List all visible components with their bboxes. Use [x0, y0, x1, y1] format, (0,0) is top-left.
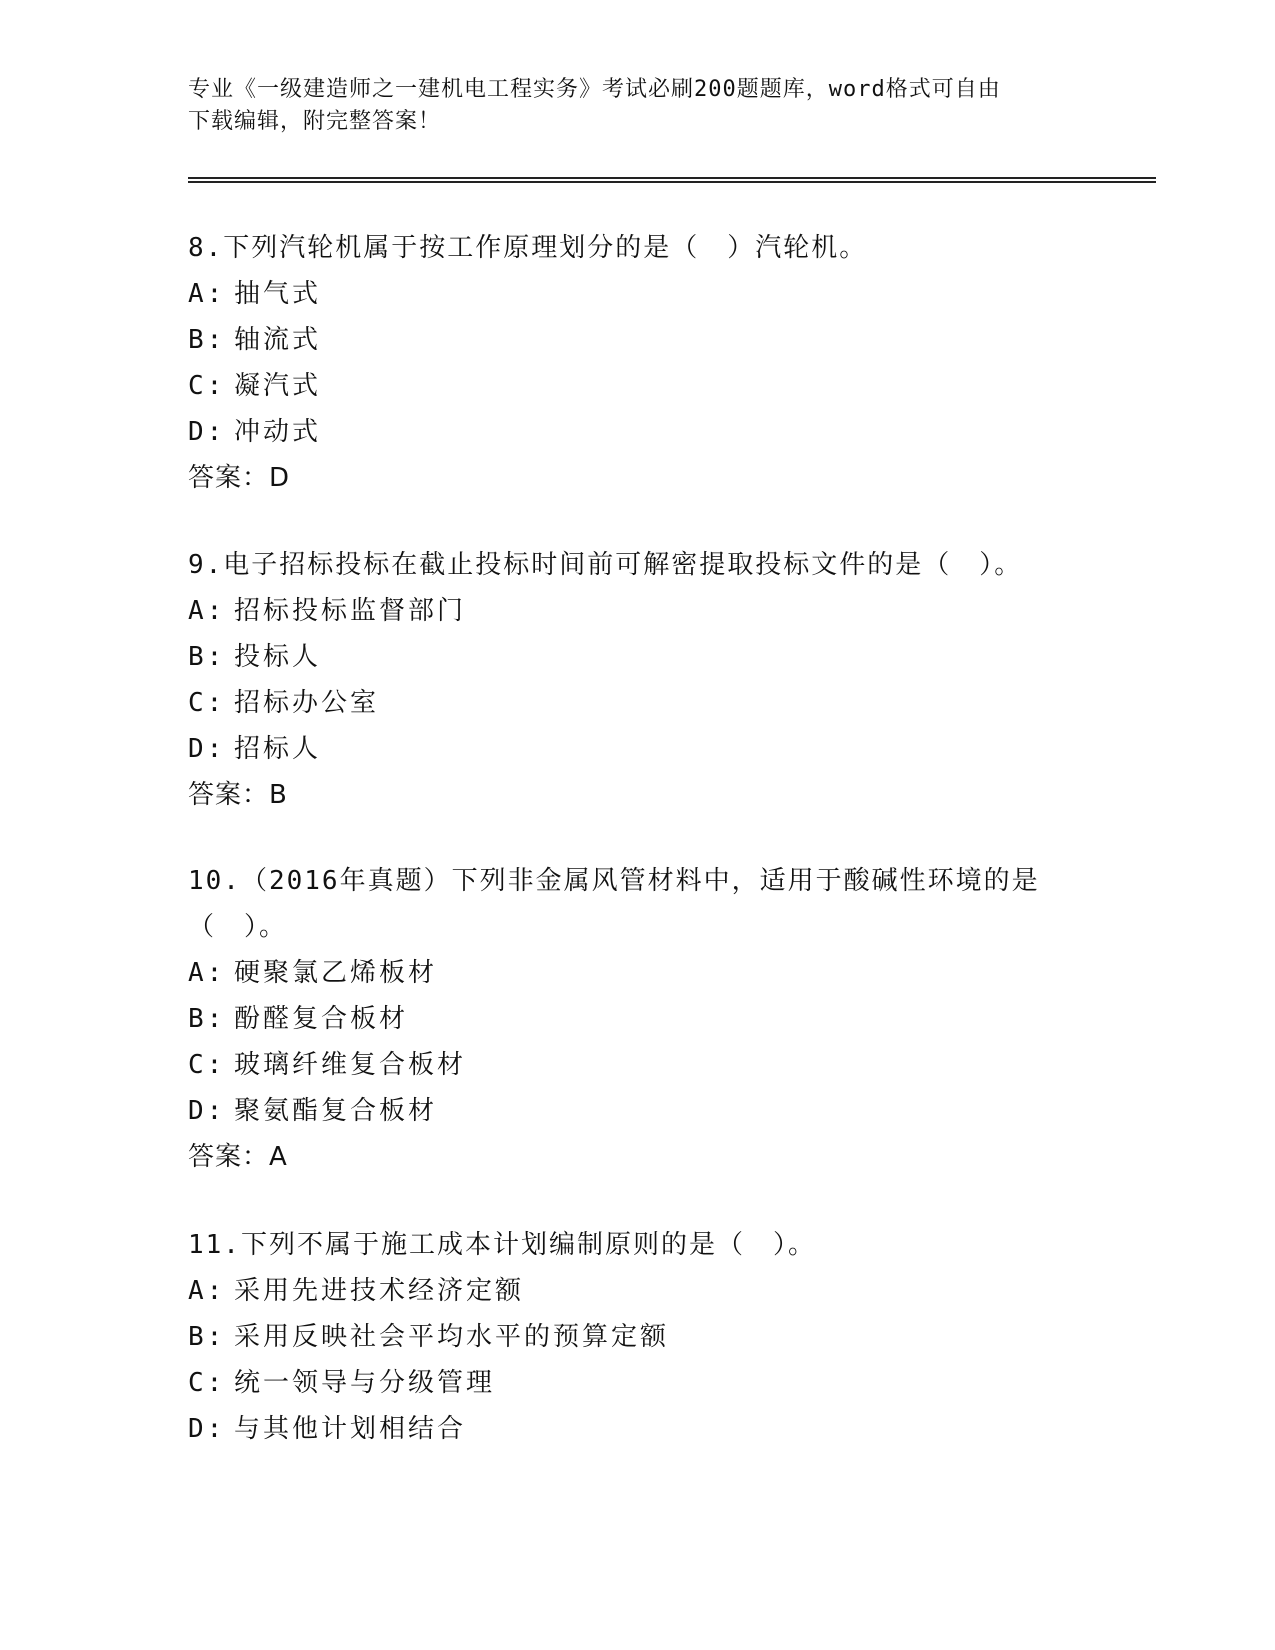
option-letter: A: [188, 279, 226, 309]
option-a [188, 1268, 1088, 1314]
option-letter: B: [188, 642, 226, 672]
option-text: 凝汽式 [234, 371, 322, 401]
option-text: 统一领导与分级管理 [234, 1368, 496, 1398]
option-letter: A: [188, 596, 226, 626]
option-letter: D: [188, 734, 226, 764]
option-b [188, 996, 1088, 1042]
question-stem: 10.（2016年真题）下列非金属风管材料中，适用于酸碱性环境的是（ ）。 [188, 866, 1040, 942]
answer-key: 答案：A [188, 1142, 288, 1172]
option-letter: C: [188, 688, 226, 718]
option-c [188, 363, 1088, 409]
answer-key: 答案：D [188, 463, 291, 493]
option-letter: C: [188, 371, 226, 401]
question-stem: 8.下列汽轮机属于按工作原理划分的是（ ）汽轮机。 [188, 233, 868, 263]
option-text: 玻璃纤维复合板材 [234, 1050, 467, 1080]
option-letter: D: [188, 417, 226, 447]
option-a [188, 271, 1088, 317]
question-9 [188, 542, 1088, 818]
option-letter: A: [188, 958, 226, 988]
option-letter: A: [188, 1276, 226, 1306]
question-stem: 9.电子招标投标在截止投标时间前可解密提取投标文件的是（ ）。 [188, 550, 1023, 580]
option-letter: B: [188, 325, 226, 355]
option-b [188, 1314, 1088, 1360]
question-8 [188, 225, 1088, 501]
option-letter: B: [188, 1004, 226, 1034]
option-d [188, 726, 1088, 772]
intro-line-1: 专业《一级建造师之一建机电工程实务》考试必刷200题题库，word格式可自由 [188, 77, 1001, 102]
option-d [188, 1406, 1088, 1452]
option-text: 招标投标监督部门 [234, 596, 467, 626]
option-text: 投标人 [234, 642, 322, 672]
answer-key: 答案：B [188, 780, 288, 810]
option-c [188, 1042, 1088, 1088]
option-text: 采用反映社会平均水平的预算定额 [234, 1322, 670, 1352]
option-b [188, 317, 1088, 363]
header-divider [188, 177, 1156, 183]
option-text: 抽气式 [234, 279, 322, 309]
option-text: 与其他计划相结合 [234, 1414, 467, 1444]
option-b [188, 634, 1088, 680]
option-letter: C: [188, 1368, 226, 1398]
question-10 [188, 858, 1088, 1180]
option-text: 招标办公室 [234, 688, 380, 718]
option-letter: D: [188, 1096, 226, 1126]
option-letter: C: [188, 1050, 226, 1080]
option-c [188, 1360, 1088, 1406]
option-text: 招标人 [234, 734, 322, 764]
option-text: 聚氨酯复合板材 [234, 1096, 438, 1126]
intro-line-2: 下载编辑，附完整答案！ [188, 109, 442, 134]
option-text: 酚醛复合板材 [234, 1004, 409, 1034]
option-text: 轴流式 [234, 325, 322, 355]
option-text: 采用先进技术经济定额 [234, 1276, 525, 1306]
question-11 [188, 1222, 1088, 1452]
option-a [188, 950, 1088, 996]
option-text: 冲动式 [234, 417, 322, 447]
option-letter: D: [188, 1414, 226, 1444]
option-d [188, 1088, 1088, 1134]
option-letter: B: [188, 1322, 226, 1352]
document-intro [188, 74, 1088, 138]
question-stem: 11.下列不属于施工成本计划编制原则的是（ ）。 [188, 1230, 816, 1260]
option-c [188, 680, 1088, 726]
option-a [188, 588, 1088, 634]
option-text: 硬聚氯乙烯板材 [234, 958, 438, 988]
option-d [188, 409, 1088, 455]
